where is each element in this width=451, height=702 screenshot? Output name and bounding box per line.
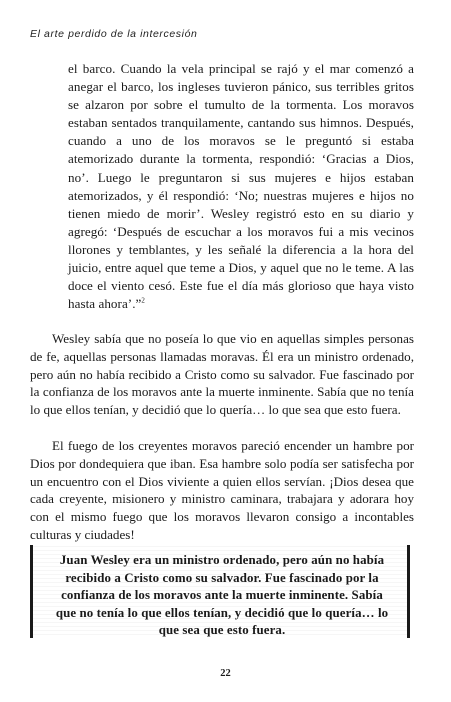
block-quote — [68, 60, 414, 313]
footnote-marker: 2 — [141, 296, 145, 305]
running-header: El arte perdido de la intercesión — [30, 28, 198, 40]
body-paragraph: El fuego de los creyentes moravos pareció encender un hambre por Dios por dondequiera que iban. Esa hambre solo podía ser satisfecha por un encuentro con el Dios viviente a quien ellos servían. ¡Dios desea que cada creyente, misionero y ministro caminara, trabajara y adorara hoy con el mismo fuego que los moravos llevaron consigo a incontables culturas y ciudades! — [30, 438, 414, 542]
page-number: 22 — [220, 668, 231, 679]
pull-quote-box — [30, 545, 410, 638]
body-paragraph: Wesley sabía que no poseía lo que vio en aquellas simples personas de fe, aquellas personas llamadas moravas. Él era un ministro ordenado, pero aún no había recibido a Cristo como su salvador. Fue fascinado por la confianza de los moravos ante la muerte inminente. Sabía que no tenía lo que ellos tenían, y decidió que lo quería… lo que sea que esto fuera. — [30, 331, 414, 418]
block-quote-text: el barco. Cuando la vela principal se rajó y el mar comenzó a anegar el barco, los ingleses tuvieron pánico, sus terribles gritos se alzaron por sobre el tumulto de la tormenta. Los moravos estaban sentados tranquilamente, cantando sus himnos. Después, cuando a uno de los moravos se le preguntó si estaba atemorizado durante la tormenta, respondió: ‘Gracias a Dios, no’. Luego le preguntaron si sus mujeres e hijos estaban atemorizados, y él respondió: ‘No; nuestras mujeres e hijos no tienen miedo de morir’. Wesley registró esto en su diario y agregó: ‘Después de escuchar a los moravos fui a mis vecinos llorones y temblantes, y les señalé la diferencia a la hora del juicio, entre aquel que teme a Dios, y aquel que no le teme. A las doce el viento cesó. Este fue el día más glorioso que haya visto hasta ahora’.” — [68, 61, 414, 312]
pull-quote-text: Juan Wesley era un ministro ordenado, pero aún no había recibido a Cristo como su salvador. Fue fascinado por la confianza de los moravos ante la muerte inminente. Sabía que no tenía lo que ellos tenían, y decidió que lo quería… lo que sea que esto fuera. — [55, 553, 389, 638]
